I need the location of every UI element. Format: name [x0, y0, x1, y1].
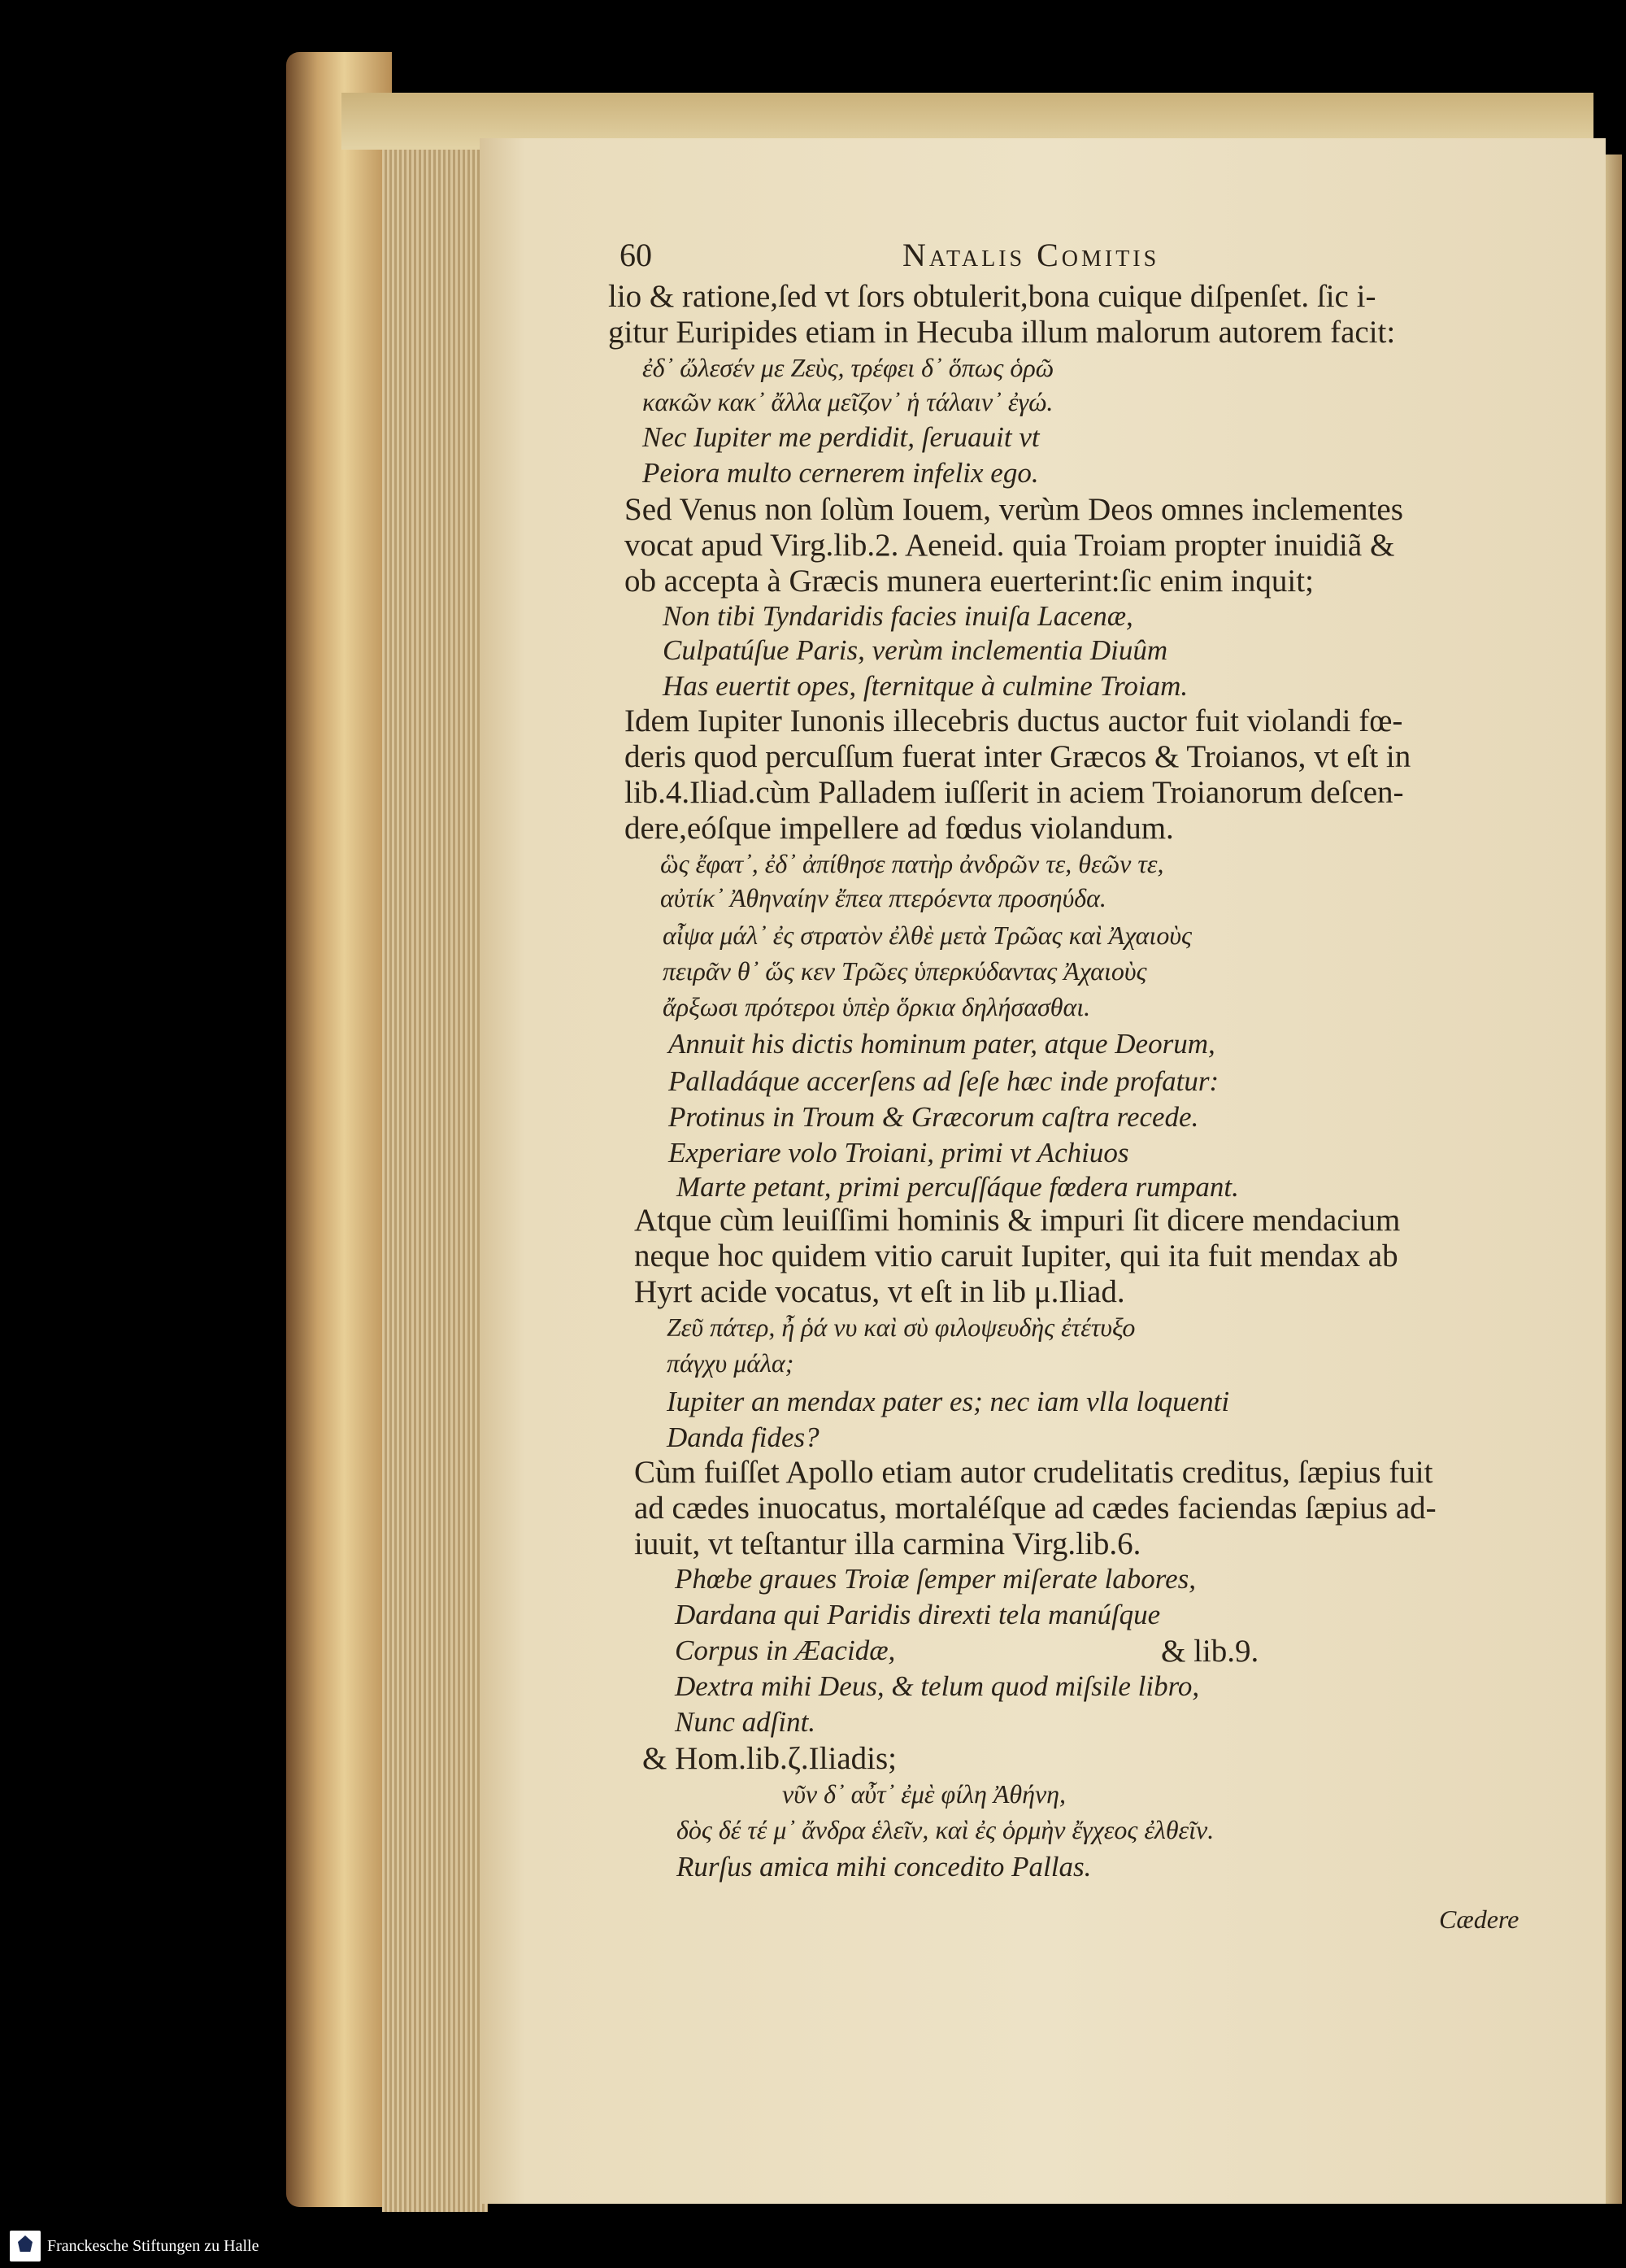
verse-line: Rurſus amica mihi concedito Pallas.	[676, 1851, 1092, 1883]
text-line: lio & ratione,ſed vt ſors obtulerit,bona cuique diſpenſet. ſic i-	[608, 279, 1376, 314]
text-line: & Hom.lib.ζ.Iliadis;	[642, 1741, 897, 1776]
text-line: Idem Iupiter Iunonis illecebris ductus auctor fuit violandi fœ-	[624, 703, 1403, 738]
greek-line: αὐτίκ᾽ Ἀθηναίην ἔπεα πτερόεντα προσηύδα.	[660, 883, 1106, 912]
greek-line: ὣς ἔφατ᾽, ἐδ᾽ ἀπίθησε πατὴρ ἀνδρῶν τε, θεῶν τε,	[660, 849, 1164, 878]
page-number: 60	[620, 237, 652, 273]
verse-line: Phœbe graues Troiæ ſemper miſerate labores,	[675, 1563, 1196, 1595]
footer-bar	[0, 2224, 1626, 2268]
text-line: Hyrt acide vocatus, vt eſt in lib μ.Iliad.	[634, 1274, 1125, 1309]
greek-line: ἐδ᾽ ὤλεσέν με Ζεὺς, τρέφει δ᾽ ὅπως ὁρῶ	[642, 353, 1054, 382]
page-edges	[382, 130, 488, 2212]
verse-line: Protinus in Troum & Græcorum caſtra recede.	[668, 1101, 1199, 1133]
catchword: Cædere	[1439, 1905, 1519, 1934]
greek-line: ἄρξωσι πρότεροι ὑπὲρ ὅρκια δηλήσασθαι.	[663, 992, 1091, 1021]
verse-line: Palladáque accerſens ad ſeſe hæc inde profatur:	[668, 1065, 1220, 1097]
verse-line: Non tibi Tyndaridis facies inuiſa Lacenæ,	[663, 600, 1133, 632]
text-line: iuuit, vt teſtantur illa carmina Virg.lib.6.	[634, 1526, 1141, 1561]
verse-line: Iupiter an mendax pater es; nec iam vlla loquenti	[667, 1386, 1230, 1417]
verse-line: Peiora multo cernerem infelix ego.	[642, 457, 1039, 489]
verse-line: Has euertit opes, ſternitque à culmine Troiam.	[663, 670, 1189, 702]
text-line: Cùm fuiſſet Apollo etiam autor crudelitatis creditus, ſæpius fuit	[634, 1455, 1433, 1490]
text-line: Sed Venus non ſolùm Iouem, verùm Deos omnes inclementes	[624, 492, 1403, 527]
greek-line: κακῶν κακ᾽ ἄλλα μεῖζον᾽ ἡ τάλαιν᾽ ἐγώ.	[642, 387, 1054, 416]
text-line: dere,eóſque impellere ad fœdus violandum.	[624, 811, 1174, 846]
book-page	[480, 138, 1606, 2204]
text-line: ad cædes inuocatus, mortaléſque ad cædes faciendas ſæpius ad-	[634, 1491, 1437, 1526]
inline-note: & lib.9.	[1161, 1634, 1259, 1669]
verse-line: Dextra mihi Deus, & telum quod miſsile libro,	[675, 1670, 1200, 1702]
text-line: Atque cùm leuiſſimi hominis & impuri ſit dicere mendacium	[634, 1203, 1401, 1238]
verse-line: Nec Iupiter me perdidit, ſeruauit vt	[642, 421, 1040, 453]
verse-line: Marte petant, primi percuſſáque fœdera rumpant.	[676, 1171, 1239, 1203]
text-line: lib.4.Iliad.cùm Palladem iuſſerit in aciem Troianorum deſcen-	[624, 775, 1404, 810]
greek-line: Ζεῦ πάτερ, ἦ ῥά νυ καὶ σὺ φιλοψευδὴς ἐτέτυξο	[667, 1312, 1136, 1342]
book-binding	[286, 52, 392, 2207]
greek-line: αἶψα μάλ᾽ ἐς στρατὸν ἐλθὲ μετὰ Τρῶας καὶ Ἀχαιοὺς	[663, 921, 1192, 950]
verse-line: Annuit his dictis hominum pater, atque Deorum,	[668, 1028, 1215, 1060]
running-head: Natalis Comitis	[902, 237, 1160, 273]
text-line: ob accepta à Græcis munera euerterint:ſic enim inquit;	[624, 564, 1314, 599]
institution-name: Franckesche Stiftungen zu Halle	[47, 2237, 259, 2255]
institution-logo-icon	[10, 2231, 41, 2261]
greek-line: νῦν δ᾽ αὖτ᾽ ἐμὲ φίλη Ἀθήνη,	[782, 1779, 1067, 1809]
greek-line: πάγχυ μάλα;	[667, 1348, 794, 1378]
verse-line: Nunc adſint.	[675, 1706, 816, 1738]
greek-line: πειρᾶν θ᾽ ὥς κεν Τρῶες ὑπερκύδαντας Ἀχαιοὺς	[663, 956, 1147, 986]
greek-line: δὸς δέ τέ μ᾽ ἄνδρα ἑλεῖν, καὶ ἐς ὁρμὴν ἔγχεος ἐλθεῖν.	[676, 1815, 1215, 1844]
text-line: deris quod percuſſum fuerat inter Græcos & Troianos, vt eſt in	[624, 739, 1411, 774]
verse-line: Culpatúſue Paris, verùm inclementia Diuûm	[663, 634, 1168, 666]
verse-line: Dardana qui Paridis direxti tela manúſque	[675, 1599, 1161, 1630]
text-line: vocat apud Virg.lib.2. Aeneid. quia Troiam propter inuidiã &	[624, 528, 1395, 563]
text-line: neque hoc quidem vitio caruit Iupiter, qui ita fuit mendax ab	[634, 1238, 1398, 1273]
verse-line: Corpus in Æacidæ,	[675, 1635, 896, 1666]
text-line: gitur Euripides etiam in Hecuba illum malorum autorem facit:	[608, 315, 1396, 350]
verse-line: Experiare volo Troiani, primi vt Achiuos	[668, 1137, 1129, 1169]
verse-line: Danda fides?	[667, 1421, 820, 1453]
